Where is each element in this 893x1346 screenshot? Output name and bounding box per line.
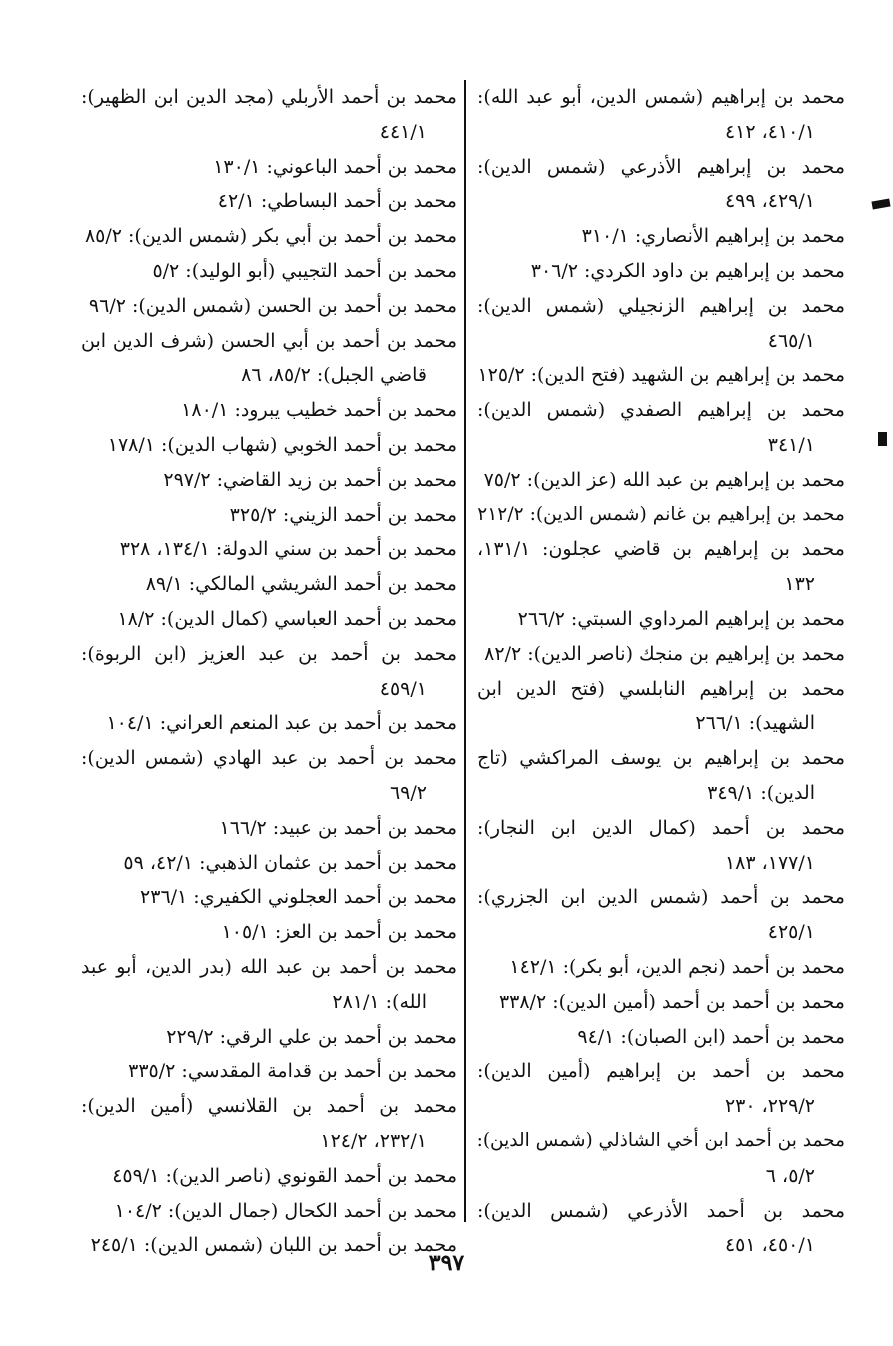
index-entry-text: محمد بن إبراهيم بن يوسف المراكشي (تاج <box>477 747 845 770</box>
index-entry-continuation: ٤٢٩/١، ٤٩٩ <box>724 190 815 213</box>
index-entry-text: محمد بن أحمد الكحال (جمال الدين): ١٠٤/٢ <box>114 1199 457 1222</box>
index-entry-text: محمد بن أحمد التجيبي (أبو الوليد): ٥/٢ <box>152 259 457 282</box>
index-entry-text: محمد بن أحمد بن العز: ١٠٥/١ <box>221 921 457 944</box>
index-entry-text: محمد بن أحمد خطيب يبرود: ١٨٠/١ <box>181 399 457 422</box>
index-entry-text: محمد بن إبراهيم بن منجك (ناصر الدين): ٨٢/٢ <box>484 642 845 665</box>
index-entry <box>477 150 845 220</box>
index-entry-text: محمد بن أحمد البساطي: ٤٢/١ <box>217 190 457 213</box>
index-entry-text: محمد بن إبراهيم بن عبد الله (عز الدين): ٧٥/٢ <box>483 468 845 491</box>
index-entry-text: محمد بن إبراهيم النابلسي (فتح الدين ابن <box>477 677 845 700</box>
index-entry-text: محمد بن إبراهيم بن الشهيد (فتح الدين): ١٢٥/٢ <box>477 364 845 387</box>
index-entry-text: محمد بن أحمد بن عبد الله (بدر الدين، أبو عبد <box>81 955 457 978</box>
index-entry-text: محمد بن أحمد (شمس الدين ابن الجزري): <box>477 886 845 909</box>
index-entry-text: محمد بن إبراهيم الصفدي (شمس الدين): <box>477 399 845 422</box>
index-entry-continuation: ٣٤١/١ <box>767 433 815 456</box>
index-entry-text: محمد بن أحمد بن اللبان (شمس الدين): ٢٤٥/١ <box>90 1234 457 1257</box>
index-entry-text: محمد بن أحمد بن عثمان الذهبي: ٤٢/١، ٥٩ <box>123 851 457 874</box>
index-entry <box>81 915 457 950</box>
index-entry-text: محمد بن إبراهيم المرداوي السبتي: ٢٦٦/٢ <box>517 607 845 630</box>
index-entry <box>477 358 845 393</box>
index-entry-continuation: ٤٥٩/١ <box>379 677 427 700</box>
index-entry-continuation: الشهيد): ٢٦٦/١ <box>695 712 815 735</box>
index-entry <box>81 1194 457 1229</box>
index-entry <box>81 811 457 846</box>
index-entry <box>81 1054 457 1089</box>
index-entry <box>81 602 457 637</box>
index-entry <box>477 985 845 1020</box>
margin-ink-mark <box>878 432 887 446</box>
column-divider <box>464 80 466 1222</box>
index-entry-text: محمد بن أحمد بن أبي بكر (شمس الدين): ٨٥/٢ <box>84 225 457 248</box>
index-entry-text: محمد بن أحمد الأربلي (مجد الدين ابن الظهير): <box>81 86 457 108</box>
index-entry-text: محمد بن أحمد بن عبد الهادي (شمس الدين): <box>81 747 457 770</box>
index-entry-text: محمد بن إبراهيم الأنصاري: ٣١٠/١ <box>581 225 845 248</box>
index-entry <box>477 811 845 881</box>
index-entry-text: محمد بن أحمد الباعوني: ١٣٠/١ <box>213 155 457 178</box>
index-entry <box>81 1159 457 1194</box>
index-column-left <box>81 80 457 1263</box>
index-entry <box>81 393 457 428</box>
index-entry-text: محمد بن أحمد الزيني: ٣٢٥/٢ <box>229 503 457 526</box>
index-entry-text: محمد بن أحمد بن أحمد (أمين الدين): ٣٣٨/٢ <box>498 990 845 1013</box>
index-entry-text: محمد بن أحمد (نجم الدين، أبو بكر): ١٤٢/١ <box>509 955 845 978</box>
index-entry <box>81 428 457 463</box>
index-entry-continuation: ١٣٢ <box>784 573 815 596</box>
index-entry <box>81 950 457 1020</box>
index-entry <box>477 1124 845 1194</box>
index-entry-continuation: ٤٥٠/١، ٤٥١ <box>724 1234 815 1257</box>
index-entry-text: محمد بن أحمد بن عبد العزيز (ابن الربوة): <box>81 642 457 665</box>
index-entry-continuation: الله): ٢٨١/١ <box>332 990 427 1013</box>
index-entry-text: محمد بن أحمد الشريشي المالكي: ٨٩/١ <box>145 573 457 596</box>
index-entry-continuation: ٤٤١/١ <box>379 120 427 143</box>
index-entry-text: محمد بن أحمد الخوبي (شهاب الدين): ١٧٨/١ <box>107 433 457 456</box>
index-entry <box>81 567 457 602</box>
index-entry <box>81 1020 457 1055</box>
index-entry <box>477 254 845 289</box>
index-entry-continuation: ٦٩/٢ <box>389 781 427 804</box>
index-entry-text: محمد بن أحمد بن الحسن (شمس الدين): ٩٦/٢ <box>88 294 457 317</box>
index-entry <box>477 637 845 672</box>
index-entry <box>81 880 457 915</box>
index-entry <box>81 706 457 741</box>
page-number: ٣٩٧ <box>428 1250 465 1276</box>
index-entry <box>477 672 845 742</box>
index-entry <box>81 80 457 150</box>
index-entry-text: محمد بن أحمد بن قدامة المقدسي: ٣٣٥/٢ <box>128 1060 457 1083</box>
index-entry-text: محمد بن أحمد (ابن الصبان): ٩٤/١ <box>577 1025 845 1048</box>
index-entry-continuation: ١٧٧/١، ١٨٣ <box>724 851 815 874</box>
index-entry <box>81 846 457 881</box>
index-entry <box>81 219 457 254</box>
index-entry-continuation: قاضي الجبل): ٨٥/٢، ٨٦ <box>241 364 427 387</box>
index-entry-text: محمد بن إبراهيم (شمس الدين، أبو عبد الله): <box>477 86 845 108</box>
index-entry <box>81 532 457 567</box>
index-entry <box>477 393 845 463</box>
index-entry-text: محمد بن إبراهيم الأذرعي (شمس الدين): <box>477 155 845 178</box>
index-column-right <box>477 80 845 1263</box>
index-entry-text: محمد بن إبراهيم بن غانم (شمس الدين): ٢١٢/٢ <box>477 503 845 525</box>
index-entry-text: محمد بن أحمد بن القلانسي (أمين الدين): <box>81 1095 457 1118</box>
index-entry <box>81 254 457 289</box>
index-entry <box>477 602 845 637</box>
index-entry <box>477 880 845 950</box>
index-entry <box>81 1089 457 1159</box>
index-entry-text: محمد بن أحمد بن عبد المنعم العراني: ١٠٤/١ <box>106 712 457 735</box>
index-entry <box>81 184 457 219</box>
index-entry-text: محمد بن أحمد القونوي (ناصر الدين): ٤٥٩/١ <box>112 1164 457 1187</box>
index-entry <box>477 80 845 150</box>
index-entry <box>81 463 457 498</box>
index-entry <box>81 498 457 533</box>
index-entry-text: محمد بن أحمد الأذرعي (شمس الدين): <box>477 1199 845 1222</box>
index-entry <box>477 289 845 359</box>
index-entry <box>81 637 457 707</box>
index-entry-text: محمد بن أحمد بن سني الدولة: ١٣٤/١، ٣٢٨ <box>119 538 457 561</box>
index-entry-text: محمد بن أحمد بن زيد القاضي: ٢٩٧/٢ <box>163 468 457 491</box>
index-entry-text: محمد بن أحمد بن علي الرقي: ٢٢٩/٢ <box>166 1025 457 1048</box>
index-entry <box>477 463 845 498</box>
index-entry-text: محمد بن أحمد العجلوني الكفيري: ٢٣٦/١ <box>140 886 457 909</box>
index-entry-continuation: الدين): ٣٤٩/١ <box>707 781 815 804</box>
index-entry-text: محمد بن أحمد (كمال الدين ابن النجار): <box>477 816 845 839</box>
index-entry-continuation: ٢٢٩/٢، ٢٣٠ <box>724 1095 815 1118</box>
index-entry <box>477 741 845 811</box>
index-entry-text: محمد بن أحمد بن عبيد: ١٦٦/٢ <box>219 816 457 839</box>
index-entry <box>81 741 457 811</box>
index-entry-text: محمد بن إبراهيم الزنجيلي (شمس الدين): <box>477 294 845 317</box>
index-entry-text: محمد بن أحمد بن أبي الحسن (شرف الدين ابن <box>81 329 457 352</box>
index-entry-continuation: ٤٦٥/١ <box>767 329 815 352</box>
index-entry-text: محمد بن أحمد ابن أخي الشاذلي (شمس الدين): <box>476 1129 845 1151</box>
index-entry <box>81 289 457 324</box>
index-entry-text: محمد بن إبراهيم بن قاضي عجلون: ١٣١/١، <box>477 538 845 561</box>
index-entry <box>477 1054 845 1124</box>
index-entry-continuation: ٤١٠/١، ٤١٢ <box>724 120 815 143</box>
index-entry <box>477 532 845 602</box>
index-entry <box>81 150 457 185</box>
index-entry-continuation: ٢٣٢/١، ١٢٤/٢ <box>320 1129 427 1152</box>
index-entry <box>477 950 845 985</box>
margin-ink-mark <box>871 198 890 209</box>
index-entry <box>477 1020 845 1055</box>
index-entry-text: محمد بن أحمد بن إبراهيم (أمين الدين): <box>477 1060 845 1083</box>
index-entry-continuation: ٤٢٥/١ <box>767 921 815 944</box>
index-entry-text: محمد بن أحمد العباسي (كمال الدين): ١٨/٢ <box>117 607 457 630</box>
index-entry <box>81 324 457 394</box>
index-entry <box>477 498 845 533</box>
index-entry-text: محمد بن إبراهيم بن داود الكردي: ٣٠٦/٢ <box>530 259 845 282</box>
index-entry-continuation: ٥/٢، ٦ <box>765 1164 815 1187</box>
index-entry <box>477 219 845 254</box>
